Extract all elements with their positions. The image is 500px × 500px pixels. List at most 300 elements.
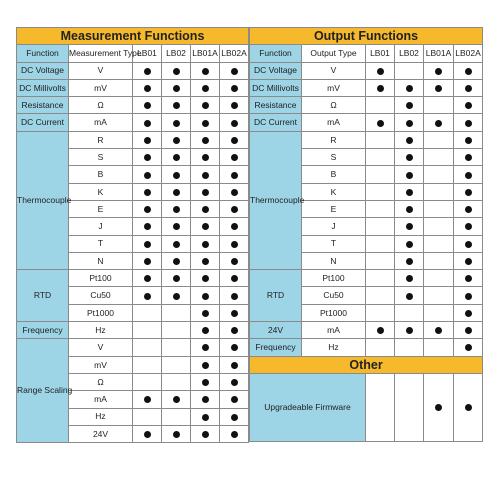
column-header: LB01 xyxy=(133,45,162,62)
supported-dot-icon xyxy=(144,68,151,75)
supported-cell xyxy=(133,287,162,304)
other-title: Other xyxy=(250,356,483,373)
supported-dot-icon xyxy=(173,172,180,179)
empty-cell xyxy=(366,97,395,114)
supported-dot-icon xyxy=(465,189,472,196)
supported-cell xyxy=(454,252,483,269)
supported-dot-icon xyxy=(406,172,413,179)
supported-cell xyxy=(366,62,395,79)
column-header: Function xyxy=(250,45,302,62)
column-header: LB01A xyxy=(191,45,220,62)
supported-dot-icon xyxy=(173,396,180,403)
measurement-title: Measurement Functions xyxy=(17,28,249,45)
supported-dot-icon xyxy=(173,102,180,109)
table-row xyxy=(250,270,483,287)
empty-cell xyxy=(424,304,454,321)
supported-dot-icon xyxy=(202,258,209,265)
supported-dot-icon xyxy=(406,327,413,334)
supported-dot-icon xyxy=(465,120,472,127)
supported-cell xyxy=(454,287,483,304)
column-header: LB02 xyxy=(162,45,191,62)
type-cell: mA xyxy=(302,322,366,339)
supported-dot-icon xyxy=(465,85,472,92)
supported-dot-icon xyxy=(144,172,151,179)
supported-dot-icon xyxy=(465,102,472,109)
supported-cell xyxy=(395,287,424,304)
supported-dot-icon xyxy=(144,189,151,196)
supported-dot-icon xyxy=(202,223,209,230)
supported-dot-icon xyxy=(406,85,413,92)
supported-cell xyxy=(133,252,162,269)
table-row xyxy=(17,131,249,148)
measurement-header-row xyxy=(17,45,249,62)
supported-dot-icon xyxy=(435,68,442,75)
empty-cell xyxy=(424,270,454,287)
supported-cell xyxy=(191,356,220,373)
supported-cell xyxy=(191,339,220,356)
supported-dot-icon xyxy=(465,258,472,265)
measurement-functions-table xyxy=(16,27,249,443)
supported-dot-icon xyxy=(173,68,180,75)
supported-dot-icon xyxy=(465,137,472,144)
table-row xyxy=(250,339,483,356)
supported-cell xyxy=(454,270,483,287)
supported-cell xyxy=(220,391,249,408)
supported-cell xyxy=(220,339,249,356)
supported-cell xyxy=(191,408,220,425)
table-row xyxy=(17,97,249,114)
supported-cell xyxy=(133,218,162,235)
empty-cell xyxy=(133,304,162,321)
type-cell: Hz xyxy=(302,339,366,356)
supported-cell xyxy=(454,79,483,96)
supported-cell xyxy=(424,79,454,96)
supported-dot-icon xyxy=(231,241,238,248)
empty-cell xyxy=(424,200,454,217)
supported-dot-icon xyxy=(144,258,151,265)
supported-dot-icon xyxy=(173,137,180,144)
supported-dot-icon xyxy=(377,68,384,75)
table-row xyxy=(250,62,483,79)
type-cell: R xyxy=(69,131,133,148)
type-cell: mV xyxy=(69,356,133,373)
type-cell: J xyxy=(69,218,133,235)
supported-cell xyxy=(162,97,191,114)
type-cell: Pt100 xyxy=(302,270,366,287)
supported-dot-icon xyxy=(202,154,209,161)
type-cell: S xyxy=(302,149,366,166)
supported-cell xyxy=(220,97,249,114)
supported-dot-icon xyxy=(231,258,238,265)
supported-dot-icon xyxy=(173,120,180,127)
supported-dot-icon xyxy=(231,189,238,196)
supported-cell xyxy=(133,235,162,252)
supported-cell xyxy=(133,149,162,166)
function-label: Resistance xyxy=(250,97,302,114)
supported-cell xyxy=(191,287,220,304)
supported-cell xyxy=(162,114,191,131)
table-row xyxy=(250,131,483,148)
supported-dot-icon xyxy=(144,206,151,213)
table-row xyxy=(250,114,483,131)
supported-cell xyxy=(366,114,395,131)
supported-dot-icon xyxy=(406,189,413,196)
column-header: Measurement Type xyxy=(69,45,133,62)
empty-cell xyxy=(424,252,454,269)
supported-cell xyxy=(162,218,191,235)
function-label: 24V xyxy=(250,322,302,339)
supported-cell xyxy=(454,149,483,166)
supported-dot-icon xyxy=(231,310,238,317)
type-cell: Hz xyxy=(69,408,133,425)
column-header: LB02A xyxy=(454,45,483,62)
type-cell: Hz xyxy=(69,322,133,339)
supported-cell xyxy=(395,218,424,235)
supported-cell xyxy=(133,391,162,408)
supported-dot-icon xyxy=(231,137,238,144)
supported-cell xyxy=(454,131,483,148)
supported-cell xyxy=(220,149,249,166)
supported-cell xyxy=(366,79,395,96)
supported-dot-icon xyxy=(406,120,413,127)
function-label: DC Voltage xyxy=(17,62,69,79)
type-cell: Ω xyxy=(69,97,133,114)
supported-dot-icon xyxy=(465,344,472,351)
supported-cell xyxy=(395,97,424,114)
type-cell: E xyxy=(302,200,366,217)
type-cell: mA xyxy=(69,114,133,131)
supported-cell xyxy=(162,252,191,269)
supported-dot-icon xyxy=(231,223,238,230)
supported-dot-icon xyxy=(173,431,180,438)
supported-dot-icon xyxy=(231,85,238,92)
supported-cell xyxy=(133,62,162,79)
supported-dot-icon xyxy=(173,189,180,196)
type-cell: R xyxy=(302,131,366,148)
table-row xyxy=(17,79,249,96)
empty-cell xyxy=(366,339,395,356)
supported-cell xyxy=(395,252,424,269)
supported-dot-icon xyxy=(406,275,413,282)
supported-cell xyxy=(191,62,220,79)
type-cell: Ω xyxy=(69,373,133,390)
function-label: Frequency xyxy=(250,339,302,356)
supported-cell xyxy=(191,166,220,183)
supported-cell xyxy=(162,425,191,442)
supported-dot-icon xyxy=(202,120,209,127)
supported-cell xyxy=(395,270,424,287)
empty-cell xyxy=(366,270,395,287)
supported-dot-icon xyxy=(173,85,180,92)
supported-cell xyxy=(191,391,220,408)
column-header: LB02A xyxy=(220,45,249,62)
supported-dot-icon xyxy=(144,275,151,282)
function-label: Range Scaling xyxy=(17,339,69,443)
supported-dot-icon xyxy=(465,327,472,334)
supported-cell xyxy=(220,218,249,235)
empty-cell xyxy=(162,408,191,425)
supported-dot-icon xyxy=(202,189,209,196)
type-cell: Cu50 xyxy=(302,287,366,304)
empty-cell xyxy=(133,408,162,425)
supported-cell xyxy=(395,79,424,96)
supported-cell xyxy=(133,270,162,287)
supported-dot-icon xyxy=(406,258,413,265)
supported-cell xyxy=(395,235,424,252)
supported-cell xyxy=(220,131,249,148)
supported-dot-icon xyxy=(144,241,151,248)
supported-cell xyxy=(162,149,191,166)
empty-cell xyxy=(366,183,395,200)
empty-cell xyxy=(366,166,395,183)
type-cell: mV xyxy=(69,79,133,96)
supported-cell xyxy=(454,339,483,356)
type-cell: N xyxy=(69,252,133,269)
supported-dot-icon xyxy=(465,241,472,248)
supported-cell xyxy=(395,149,424,166)
type-cell: Pt1000 xyxy=(302,304,366,321)
supported-cell xyxy=(191,97,220,114)
supported-dot-icon xyxy=(465,310,472,317)
supported-dot-icon xyxy=(231,154,238,161)
supported-dot-icon xyxy=(144,396,151,403)
supported-cell xyxy=(454,62,483,79)
supported-cell xyxy=(220,183,249,200)
supported-cell xyxy=(454,200,483,217)
supported-dot-icon xyxy=(406,137,413,144)
supported-cell xyxy=(220,322,249,339)
empty-cell xyxy=(424,149,454,166)
supported-dot-icon xyxy=(173,258,180,265)
type-cell: mA xyxy=(302,114,366,131)
table-row xyxy=(250,322,483,339)
supported-dot-icon xyxy=(406,206,413,213)
column-header: LB01A xyxy=(424,45,454,62)
supported-dot-icon xyxy=(465,293,472,300)
supported-dot-icon xyxy=(435,85,442,92)
empty-cell xyxy=(162,304,191,321)
function-label: RTD xyxy=(17,270,69,322)
empty-cell xyxy=(366,131,395,148)
supported-cell xyxy=(395,166,424,183)
supported-cell xyxy=(191,131,220,148)
supported-cell xyxy=(220,408,249,425)
supported-cell xyxy=(162,287,191,304)
supported-cell xyxy=(191,200,220,217)
empty-cell xyxy=(424,287,454,304)
supported-dot-icon xyxy=(173,223,180,230)
supported-dot-icon xyxy=(231,379,238,386)
type-cell: Cu50 xyxy=(69,287,133,304)
empty-cell xyxy=(395,304,424,321)
type-cell: 24V xyxy=(69,425,133,442)
table-row xyxy=(250,79,483,96)
supported-cell xyxy=(191,183,220,200)
type-cell: K xyxy=(302,183,366,200)
supported-cell xyxy=(162,270,191,287)
function-label: DC Current xyxy=(17,114,69,131)
type-cell: Pt100 xyxy=(69,270,133,287)
measurement-title-row xyxy=(17,28,249,45)
type-cell: V xyxy=(69,339,133,356)
supported-dot-icon xyxy=(202,172,209,179)
supported-dot-icon xyxy=(435,120,442,127)
supported-cell xyxy=(133,166,162,183)
supported-dot-icon xyxy=(231,396,238,403)
supported-dot-icon xyxy=(377,85,384,92)
empty-cell xyxy=(133,373,162,390)
supported-cell xyxy=(162,166,191,183)
supported-dot-icon xyxy=(202,206,209,213)
supported-dot-icon xyxy=(173,241,180,248)
supported-dot-icon xyxy=(465,68,472,75)
type-cell: B xyxy=(69,166,133,183)
supported-dot-icon xyxy=(202,431,209,438)
supported-dot-icon xyxy=(202,379,209,386)
supported-dot-icon xyxy=(231,206,238,213)
supported-dot-icon xyxy=(144,431,151,438)
column-header: Function xyxy=(17,45,69,62)
supported-cell xyxy=(133,183,162,200)
supported-cell xyxy=(162,235,191,252)
supported-cell xyxy=(220,304,249,321)
supported-cell xyxy=(395,322,424,339)
function-label: DC Millivolts xyxy=(17,79,69,96)
empty-cell xyxy=(424,131,454,148)
supported-dot-icon xyxy=(144,120,151,127)
empty-cell xyxy=(366,252,395,269)
type-cell: T xyxy=(69,235,133,252)
supported-cell xyxy=(454,166,483,183)
supported-cell xyxy=(424,322,454,339)
table-row xyxy=(17,270,249,287)
supported-cell xyxy=(191,235,220,252)
output-header-row xyxy=(250,45,483,62)
table-row xyxy=(250,97,483,114)
supported-cell xyxy=(220,287,249,304)
empty-cell xyxy=(366,218,395,235)
supported-dot-icon xyxy=(231,344,238,351)
supported-cell xyxy=(454,114,483,131)
supported-dot-icon xyxy=(173,154,180,161)
supported-cell xyxy=(191,270,220,287)
empty-cell xyxy=(395,62,424,79)
supported-cell xyxy=(424,62,454,79)
supported-cell xyxy=(191,304,220,321)
supported-cell xyxy=(191,114,220,131)
supported-dot-icon xyxy=(231,120,238,127)
supported-cell xyxy=(454,183,483,200)
supported-cell xyxy=(162,62,191,79)
type-cell: mV xyxy=(302,79,366,96)
type-cell: V xyxy=(302,62,366,79)
type-cell: S xyxy=(69,149,133,166)
column-header: LB02 xyxy=(395,45,424,62)
empty-cell xyxy=(366,200,395,217)
supported-dot-icon xyxy=(173,275,180,282)
supported-dot-icon xyxy=(465,206,472,213)
supported-cell xyxy=(220,252,249,269)
supported-cell xyxy=(191,218,220,235)
function-label: DC Current xyxy=(250,114,302,131)
function-label: Resistance xyxy=(17,97,69,114)
supported-cell xyxy=(220,79,249,96)
table-row xyxy=(17,114,249,131)
empty-cell xyxy=(424,183,454,200)
supported-cell xyxy=(220,200,249,217)
supported-cell xyxy=(220,114,249,131)
supported-cell xyxy=(133,131,162,148)
supported-dot-icon xyxy=(144,102,151,109)
supported-cell xyxy=(454,218,483,235)
supported-cell xyxy=(162,131,191,148)
supported-dot-icon xyxy=(435,404,442,411)
supported-cell xyxy=(395,200,424,217)
supported-dot-icon xyxy=(202,137,209,144)
supported-cell xyxy=(133,200,162,217)
empty-cell xyxy=(424,235,454,252)
supported-cell xyxy=(454,322,483,339)
supported-cell xyxy=(162,200,191,217)
other-row xyxy=(250,373,483,441)
empty-cell xyxy=(162,356,191,373)
supported-dot-icon xyxy=(435,327,442,334)
supported-dot-icon xyxy=(144,137,151,144)
type-cell: K xyxy=(69,183,133,200)
supported-dot-icon xyxy=(406,154,413,161)
supported-dot-icon xyxy=(406,223,413,230)
supported-dot-icon xyxy=(144,154,151,161)
supported-dot-icon xyxy=(465,223,472,230)
supported-cell xyxy=(220,270,249,287)
supported-cell xyxy=(454,97,483,114)
type-cell: mA xyxy=(69,391,133,408)
type-cell: E xyxy=(69,200,133,217)
supported-cell xyxy=(395,183,424,200)
supported-dot-icon xyxy=(202,275,209,282)
supported-dot-icon xyxy=(377,327,384,334)
empty-cell xyxy=(366,373,395,441)
supported-dot-icon xyxy=(202,396,209,403)
supported-cell xyxy=(220,166,249,183)
supported-dot-icon xyxy=(202,414,209,421)
type-cell: T xyxy=(302,235,366,252)
supported-cell xyxy=(162,79,191,96)
empty-cell xyxy=(162,339,191,356)
supported-dot-icon xyxy=(202,102,209,109)
function-label: Frequency xyxy=(17,322,69,339)
supported-cell xyxy=(454,304,483,321)
supported-cell xyxy=(191,79,220,96)
other-title-row xyxy=(250,356,483,373)
supported-dot-icon xyxy=(231,414,238,421)
supported-cell xyxy=(191,373,220,390)
empty-cell xyxy=(424,97,454,114)
supported-cell xyxy=(220,62,249,79)
supported-dot-icon xyxy=(202,68,209,75)
supported-cell xyxy=(395,131,424,148)
supported-cell xyxy=(191,149,220,166)
empty-cell xyxy=(162,322,191,339)
output-title: Output Functions xyxy=(250,28,483,45)
table-row xyxy=(17,339,249,356)
supported-cell xyxy=(424,114,454,131)
supported-dot-icon xyxy=(231,327,238,334)
type-cell: Ω xyxy=(302,97,366,114)
supported-cell xyxy=(220,235,249,252)
supported-dot-icon xyxy=(231,293,238,300)
supported-cell xyxy=(191,425,220,442)
